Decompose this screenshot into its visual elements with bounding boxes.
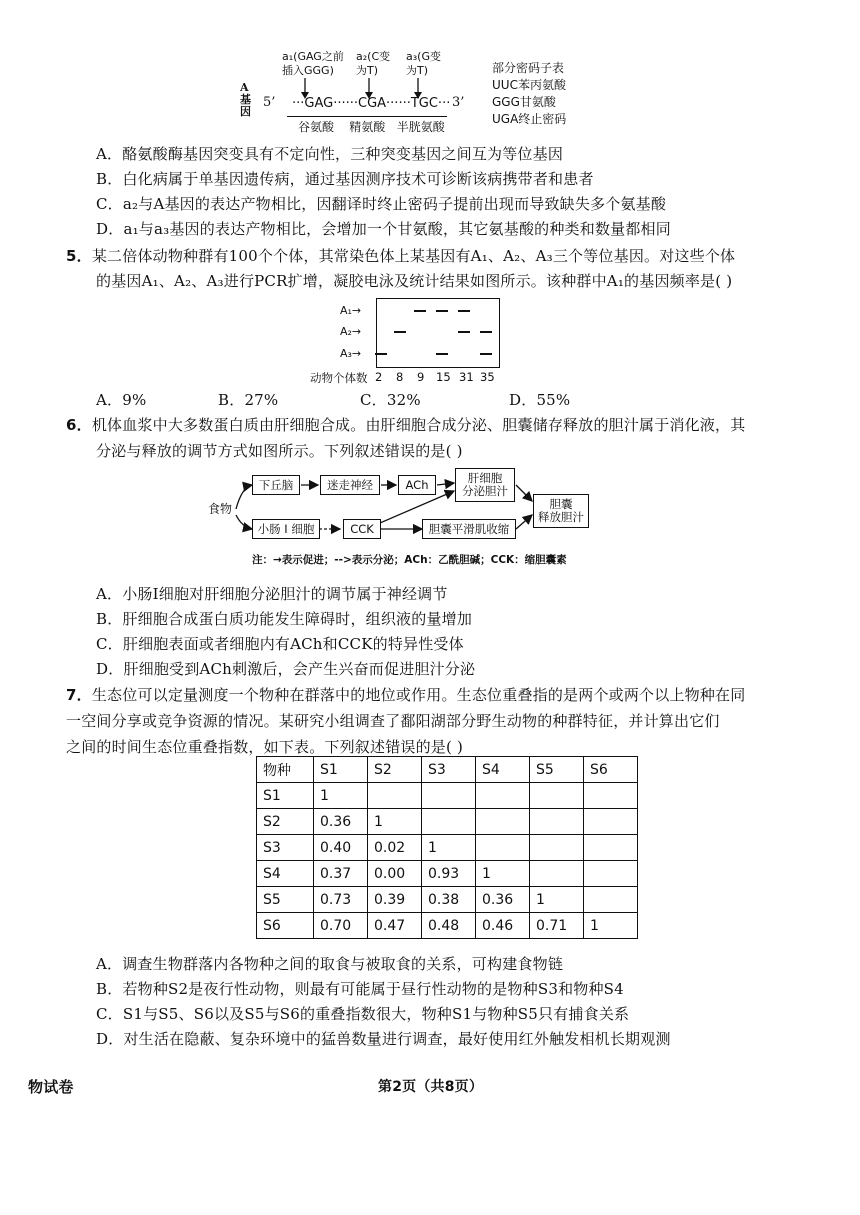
q4-option-b: B．白化病属于单基因遗传病，通过基因测序技术可诊断该病携带者和患者: [96, 170, 594, 188]
table-cell: S4: [257, 861, 314, 887]
q4-option-d: D．a₁与a₃基因的表达产物相比，会增加一个甘氨酸，其它氨基酸的种类和数量都相同: [96, 220, 671, 238]
table-cell: [476, 783, 530, 809]
footer-paper-title: 物试卷: [28, 1078, 74, 1096]
q7-option-c: C．S1与S5、S6以及S5与S6的重叠指数很大，物种S1与物种S5只有捕食关系: [96, 1005, 630, 1023]
q7-stem-line1: 7．生态位可以定量测度一个物种在群落中的地位或作用。生态位重叠指的是两个或两个以上物种在同: [66, 686, 746, 704]
table-cell: 0.73: [314, 887, 368, 913]
table-cell: 0.36: [476, 887, 530, 913]
q7-option-a: A．调查生物群落内各物种之间的取食与被取食的关系，可构建食物链: [96, 955, 564, 973]
table-cell: S6: [257, 913, 314, 939]
table-cell: S2: [257, 809, 314, 835]
table-cell: [584, 861, 638, 887]
q7-stem-line2: 一空间分享或竞争资源的情况。某研究小组调查了鄱阳湖部分野生动物的种群特征，并计算出它们: [66, 712, 720, 730]
footer-page-number: 第2页（共8页）: [378, 1079, 484, 1095]
gel-count: 35: [480, 370, 495, 384]
niche-overlap-table: [256, 756, 638, 939]
table-cell: 1: [584, 913, 638, 939]
table-cell: 1: [422, 835, 476, 861]
q7-option-b: B．若物种S2是夜行性动物，则最有可能属于昼行性动物的是物种S3和物种S4: [96, 980, 624, 998]
gel-row-a2: A₂→: [340, 325, 362, 338]
table-row: [257, 809, 638, 835]
table-cell: [584, 887, 638, 913]
table-cell: [368, 783, 422, 809]
table-cell: [476, 835, 530, 861]
table-cell: 1: [368, 809, 422, 835]
gel-count: 2: [375, 370, 383, 384]
q6-stem-line1: 6．机体血浆中大多数蛋白质由肝细胞合成。由肝细胞合成分泌、胆囊储存释放的胆汁属于消化液，其: [66, 416, 746, 434]
q5-option-d: D．55%: [509, 391, 571, 409]
gel-count: 8: [396, 370, 404, 384]
table-cell: S5: [257, 887, 314, 913]
gel-row-a3: A₃→: [340, 347, 362, 360]
gel-band: [436, 353, 448, 355]
q5-option-c: C．32%: [360, 391, 421, 409]
q5-option-b: B．27%: [218, 391, 279, 409]
q4-option-c: C．a₂与A基因的表达产物相比，因翻译时终止密码子提前出现而导致缺失多个氨基酸: [96, 195, 667, 213]
mutation-label-a3: a₃(G变 为T): [406, 50, 441, 77]
gel-band: [436, 310, 448, 312]
table-cell: S6: [584, 757, 638, 783]
flow-liver-cell: 肝细胞 分泌胆汁: [455, 468, 515, 502]
gel-band: [375, 353, 387, 355]
gel-band: [458, 331, 470, 333]
table-cell: S1: [314, 757, 368, 783]
table-cell: 0.40: [314, 835, 368, 861]
flow-vagus-nerve: 迷走神经: [320, 475, 380, 495]
table-cell: 1: [314, 783, 368, 809]
gel-count: 9: [417, 370, 425, 384]
gel-band: [414, 310, 426, 312]
table-cell: 物种: [257, 757, 314, 783]
table-header-row: [257, 757, 638, 783]
table-cell: [422, 783, 476, 809]
table-cell: S3: [422, 757, 476, 783]
table-cell: S1: [257, 783, 314, 809]
table-row: [257, 835, 638, 861]
table-row: [257, 887, 638, 913]
table-row: [257, 913, 638, 939]
q6-option-a: A．小肠I细胞对肝细胞分泌胆汁的调节属于神经调节: [96, 585, 448, 603]
table-cell: 0.48: [422, 913, 476, 939]
five-prime: 5’: [263, 95, 276, 110]
table-row: [257, 783, 638, 809]
table-cell: 0.38: [422, 887, 476, 913]
q5-stem-line2: 的基因A₁、A₂、A₃进行PCR扩增，凝胶电泳及统计结果如图所示。该种群中A₁的基因频率是( ): [96, 272, 733, 290]
table-cell: [422, 809, 476, 835]
table-cell: 0.00: [368, 861, 422, 887]
gene-sequence: ···GAG······CGA······TGC···: [292, 96, 451, 111]
table-cell: 0.93: [422, 861, 476, 887]
flow-small-intestine-i-cell: 小肠 I 细胞: [252, 519, 320, 539]
gel-band: [394, 331, 406, 333]
table-row: [257, 861, 638, 887]
q7-option-d: D．对生活在隐蔽、复杂环境中的猛兽数量进行调查，最好使用红外触发相机长期观测: [96, 1030, 671, 1048]
table-cell: 0.39: [368, 887, 422, 913]
table-cell: 1: [476, 861, 530, 887]
flow-gallbladder-muscle: 胆囊平滑肌收缩: [422, 519, 516, 539]
flow-gallbladder: 胆囊 释放胆汁: [533, 494, 589, 528]
table-cell: [584, 783, 638, 809]
mutation-label-a2: a₂(C变 为T): [356, 50, 391, 77]
q6-option-c: C．肝细胞表面或者细胞内有ACh和CCK的特异性受体: [96, 635, 464, 653]
gel-count: 15: [436, 370, 451, 384]
q7-stem-line3: 之间的时间生态位重叠指数，如下表。下列叙述错误的是( ): [66, 738, 464, 756]
q4-option-a: A．酪氨酸酶基因突变具有不定向性，三种突变基因之间互为等位基因: [96, 145, 564, 163]
table-cell: S3: [257, 835, 314, 861]
sequence-underline: [287, 116, 447, 117]
gel-band: [480, 353, 492, 355]
table-cell: S5: [530, 757, 584, 783]
q6-option-b: B．肝细胞合成蛋白质功能发生障碍时，组织液的量增加: [96, 610, 473, 628]
codon-table: 部分密码子表 UUC苯丙氨酸 GGG甘氨酸 UGA终止密码: [492, 61, 567, 126]
table-cell: [584, 835, 638, 861]
gene-label: A基因: [240, 81, 251, 118]
table-cell: 0.70: [314, 913, 368, 939]
table-cell: [476, 809, 530, 835]
gel-band: [480, 331, 492, 333]
gel-frame: [376, 298, 500, 368]
table-cell: [584, 809, 638, 835]
table-cell: S4: [476, 757, 530, 783]
table-cell: 0.37: [314, 861, 368, 887]
table-cell: 0.47: [368, 913, 422, 939]
table-cell: [530, 783, 584, 809]
gel-row-a1: A₁→: [340, 304, 362, 317]
flow-food: 食物: [208, 502, 233, 516]
table-cell: [530, 861, 584, 887]
q5-option-a: A．9%: [96, 391, 147, 409]
table-cell: [530, 809, 584, 835]
table-cell: 0.02: [368, 835, 422, 861]
table-cell: 0.36: [314, 809, 368, 835]
table-cell: 1: [530, 887, 584, 913]
three-prime: 3’: [452, 95, 465, 110]
flow-cck: CCK: [343, 519, 381, 539]
gel-count-label: 动物个体数: [310, 371, 368, 385]
flow-hypothalamus: 下丘脑: [252, 475, 300, 495]
flow-ach: ACh: [398, 475, 436, 495]
q6-stem-line2: 分泌与释放的调节方式如图所示。下列叙述错误的是( ): [96, 442, 463, 460]
q6-option-d: D．肝细胞受到ACh刺激后，会产生兴奋而促进胆汁分泌: [96, 660, 476, 678]
amino-acids: 谷氨酸 精氨酸 半胱氨酸: [298, 120, 445, 134]
table-cell: [530, 835, 584, 861]
flow-note: 注：→表示促进；-->表示分泌；ACh：乙酰胆碱；CCK：缩胆囊素: [252, 554, 567, 566]
gel-count: 31: [459, 370, 474, 384]
q5-stem-line1: 5．某二倍体动物种群有100个个体，其常染色体上某基因有A₁、A₂、A₃三个等位基因。对这些个体: [66, 247, 736, 265]
gel-band: [458, 310, 470, 312]
mutation-label-a1: a₁(GAG之前 插入GGG): [282, 50, 344, 77]
table-cell: 0.71: [530, 913, 584, 939]
table-cell: S2: [368, 757, 422, 783]
table-cell: 0.46: [476, 913, 530, 939]
